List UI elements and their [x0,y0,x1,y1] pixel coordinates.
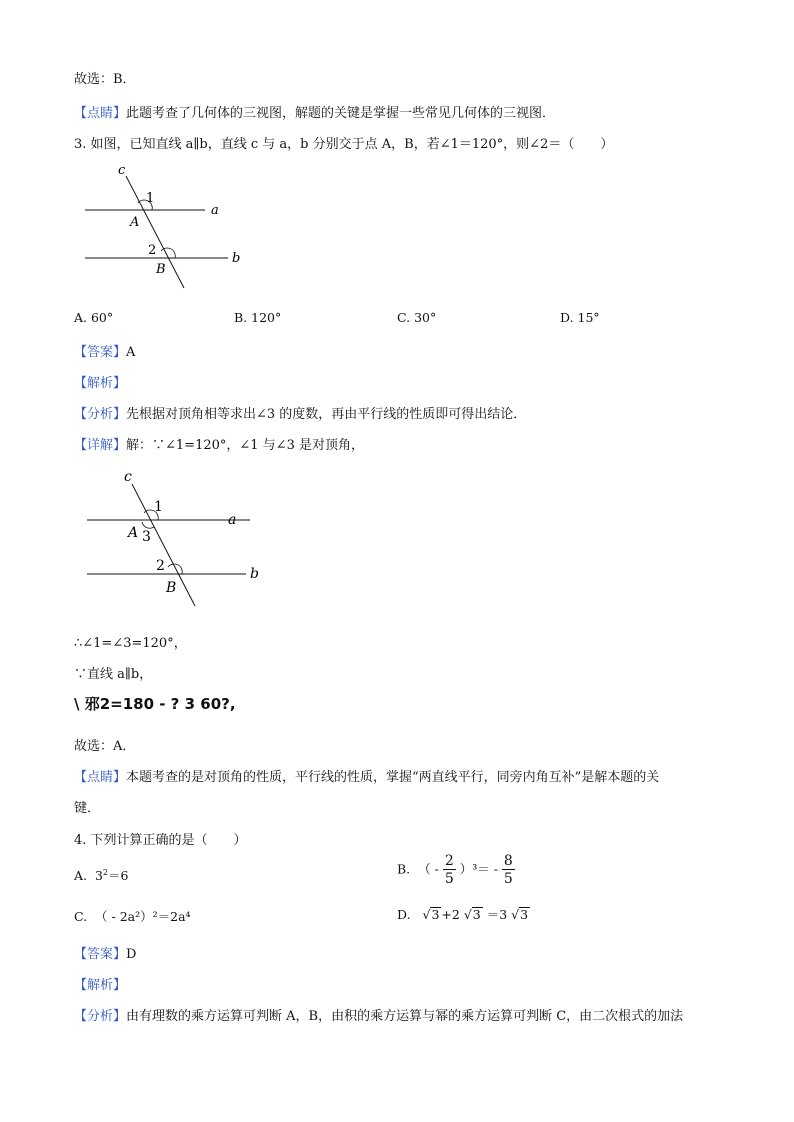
answer-tag: 【答案】 [74,345,127,360]
analysis-3 [74,372,126,391]
radicand: 3 [472,907,481,922]
label-c: c [118,163,126,178]
answer-3 [74,341,135,360]
label-b: b [250,566,259,582]
fraction-8-5 [502,854,515,886]
fenxi-tag: 【分析】 [74,407,127,422]
analysis-4 [74,974,126,993]
comment-text: 此题考查了几何体的三视图，解题的关键是掌握一些常见几何体的三视图． [126,106,556,121]
fenxi-text: 由有理数的乘方运算可判断 A，B，由积的乘方运算与幂的乘方运算可判断 C，由二次根式的加法 [126,1009,684,1024]
line-c [126,176,184,288]
detail-tag: 【详解】 [74,438,127,453]
option-label: C. [74,909,88,924]
label-3: 3 [142,529,151,545]
answer-value: D [126,947,137,962]
label-b: b [232,251,241,266]
fenxi-text: 先根据对顶角相等求出∠3 的度数，再由平行线的性质即可得出结论． [126,407,527,422]
step-2: ∵直线 a∥b， [74,667,153,682]
line-c [132,484,195,606]
numerator: 8 [503,853,513,869]
fenxi-tag: 【分析】 [74,1009,127,1024]
step-1: ∴∠1=∠3=120°， [74,636,187,651]
fraction-2-5 [443,854,456,886]
comment-tag: 【点睛】 [74,106,127,121]
answer-4 [74,943,136,962]
q3-option-c: C. 30° [397,310,437,325]
label-a: a [211,203,219,218]
analysis-tag: 【解析】 [74,978,127,993]
option-rest: ＝6 [108,868,129,883]
answer-tag: 【答案】 [74,947,127,962]
comment-line-prev [74,102,555,121]
q4-option-c [74,907,191,925]
denominator: 5 [503,871,513,887]
comment-tag: 【点睛】 [74,770,127,785]
label-B: B [166,580,177,596]
option-label: A. [74,868,88,883]
power-exp: 2 [102,867,109,877]
comment-text: 本题考查的是对顶角的性质，平行线的性质，掌握“两直线平行，同旁内角互补”是解本题的关 [126,770,660,785]
option-prefix: （ - [418,861,439,877]
analysis-tag: 【解析】 [74,376,127,391]
option-label: B. [397,861,411,877]
fenxi-3 [74,403,526,422]
label-a: a [228,512,237,528]
fenxi-4 [74,1005,683,1024]
angle-2-arc [168,564,182,574]
label-1: 1 [154,499,163,515]
denominator: 5 [444,871,454,887]
equals-term: ＝3 [486,907,508,922]
q3-option-b: B. 120° [234,310,282,325]
label-2: 2 [156,558,165,574]
q4-option-a [74,866,128,884]
comment-3-cont: 键． [74,801,101,816]
numerator: 2 [444,853,454,869]
radical-sign: √ [511,907,520,922]
parallel-lines-figure-2 [80,466,280,612]
parallel-lines-figure-1 [80,158,260,294]
option-label: D. [397,907,411,922]
option-text: （ - 2a²）²＝2a⁴ [95,909,191,924]
plus-term: +2 [441,907,460,922]
label-1: 1 [146,191,155,206]
radical-sign: √ [463,907,472,922]
q3-option-d: D. 15° [560,310,600,325]
label-A: A [130,215,140,230]
radical-sign: √ [422,907,431,922]
radicand: 3 [431,907,440,922]
detail-text: 解：∵∠1=120°，∠1 与∠3 是对顶角， [126,438,364,453]
comment-3 [74,766,659,785]
q4-option-b [397,854,515,886]
step-3-garbled: \ 邪2=180 - ? 3 60?, [74,695,236,713]
q3-option-a: A. 60° [74,310,114,325]
question-3: 3. 如图，已知直线 a∥b，直线 c 与 a，b 分别交于点 A，B，若∠1＝120°，则∠2＝（ ） [74,137,614,152]
q4-option-d [397,905,530,923]
label-B: B [156,262,166,277]
label-2: 2 [148,243,157,258]
detail-3 [74,434,364,453]
answer-value: A [126,345,136,360]
power-base: 3 [94,868,103,883]
step-4: 故选：A． [74,739,136,754]
radicand: 3 [520,907,529,922]
question-4: 4. 下列计算正确的是（ ） [74,833,247,848]
label-c: c [124,469,132,485]
label-A: A [128,525,139,541]
answer-line-prev: 故选：B． [74,72,136,87]
option-middle: ）³＝ - [459,861,498,877]
